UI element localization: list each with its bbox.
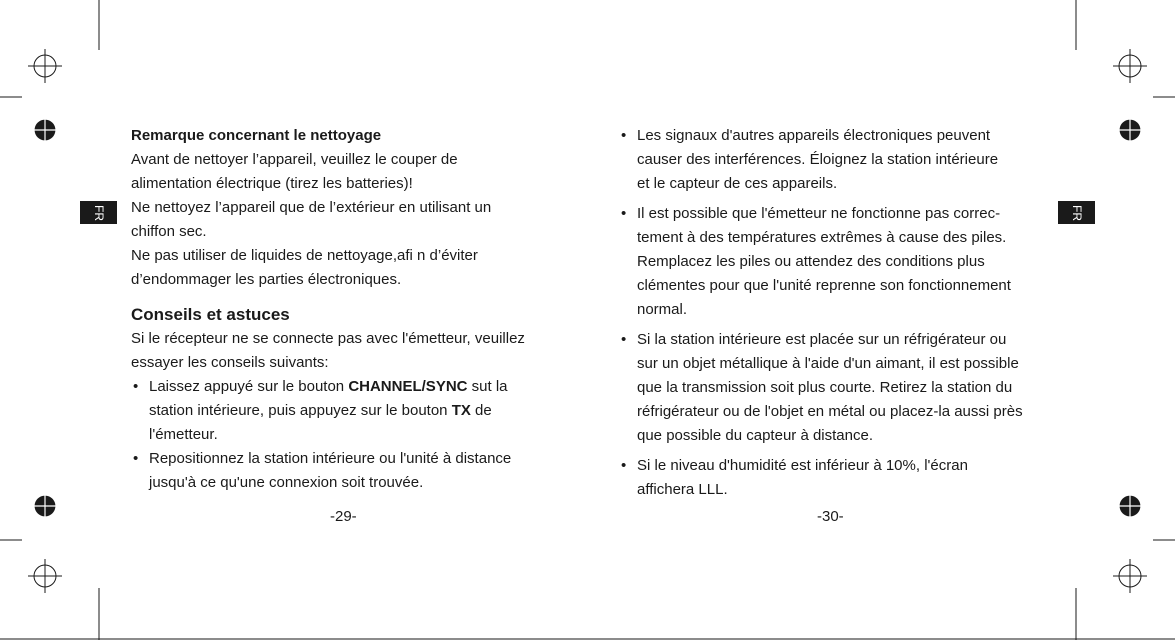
text-run: causer des interférences. Éloignez la station intérieure	[637, 151, 999, 168]
cleaning-heading: Remarque concernant le nettoyage	[131, 127, 382, 144]
page-number-left: -29-	[330, 508, 357, 525]
text-run: normal.	[637, 301, 688, 318]
text-run: clémentes pour que l'unité reprenne son fonctionnement	[637, 277, 1011, 294]
text-run: station intérieure, puis appuyez sur le bouton	[149, 402, 452, 419]
cleaning-line: Avant de nettoyer l’appareil, veuillez le couper de	[131, 151, 458, 168]
right-page-content	[619, 124, 1049, 502]
list-item	[619, 454, 1049, 502]
text-run: sut la	[467, 378, 508, 395]
text-run: que la transmission soit plus courte. Retirez la station du	[637, 379, 1013, 396]
list-item	[131, 375, 556, 447]
text-run: • Il est possible que l'émetteur ne fonctionne pas correc-	[637, 205, 1001, 222]
text-run: réfrigérateur ou de l'objet en métal ou placez-la aussi près	[637, 403, 1023, 420]
text-run: sur un objet métallique à l'aide d'un aimant, il est possible	[637, 355, 1019, 372]
cleaning-line: Ne pas utiliser de liquides de nettoyage,afi n d’éviter	[131, 247, 478, 264]
language-tab-label: FR	[1069, 204, 1084, 221]
text-run: de	[470, 402, 492, 419]
tips-heading: Conseils et astuces	[131, 305, 290, 324]
cleaning-line: Ne nettoyez l’appareil que de l’extérieur en utilisant un	[131, 199, 492, 216]
language-tab-label: FR	[91, 204, 106, 221]
tips-list-continued	[619, 124, 1049, 502]
left-page-content	[131, 124, 556, 495]
tips-list	[131, 375, 556, 495]
channel-sync-label: CHANNEL/SYNC	[348, 378, 468, 395]
list-item	[619, 124, 1049, 196]
language-tab-right	[1058, 201, 1095, 224]
tips-intro-line: Si le récepteur ne se connecte pas avec l'émetteur, veuillez	[131, 330, 525, 347]
text-run: et le capteur de ces appareils.	[637, 175, 838, 192]
text-run: • Repositionnez la station intérieure ou l'unité à distance	[149, 450, 512, 467]
cleaning-line: chiffon sec.	[131, 223, 207, 240]
list-item	[619, 328, 1049, 448]
text-run: • Si le niveau d'humidité est inférieur à 10%, l'écran	[637, 457, 968, 474]
page-number-right: -30-	[817, 508, 844, 525]
cleaning-line: alimentation électrique (tirez les batteries)!	[131, 175, 413, 192]
text-run: que possible du capteur à distance.	[637, 427, 873, 444]
text-run: l'émetteur.	[149, 426, 218, 443]
text-run: affichera LLL.	[637, 481, 728, 498]
list-item	[131, 447, 556, 495]
cleaning-line: d’endommager les parties électroniques.	[131, 271, 402, 288]
tx-label: TX	[451, 402, 471, 419]
language-tab-left	[80, 201, 117, 224]
text-run: • Si la station intérieure est placée sur un réfrigérateur ou	[637, 331, 1007, 348]
tips-intro-line: essayer les conseils suivants:	[131, 354, 329, 371]
text-run: Remplacez les piles ou attendez des conditions plus	[637, 253, 985, 270]
text-run: tement à des températures extrêmes à cause des piles.	[637, 229, 1007, 246]
text-run: • Les signaux d'autres appareils électroniques peuvent	[637, 127, 991, 144]
text-run: Laissez appuyé sur le bouton	[149, 378, 349, 395]
text-run: jusqu'à ce qu'une connexion soit trouvée.	[149, 474, 424, 491]
list-item	[619, 202, 1049, 322]
